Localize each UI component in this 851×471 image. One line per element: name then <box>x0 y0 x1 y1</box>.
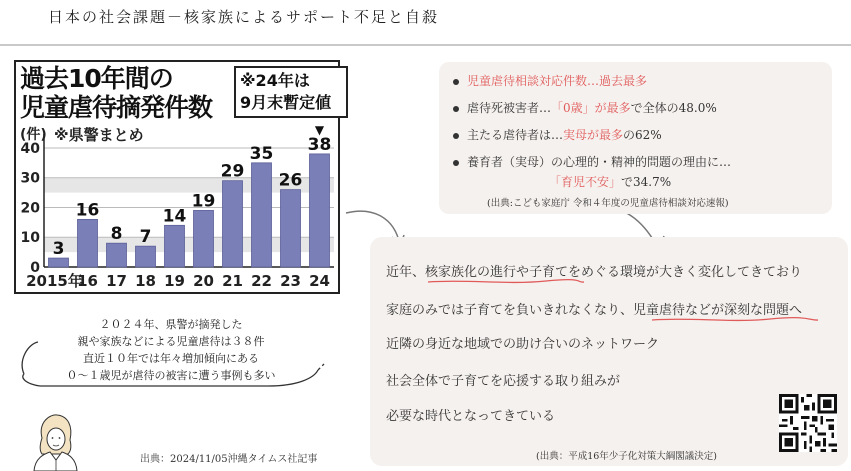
bubble-line-4: ０～１歳児が虐待の被害に遭う事例も多い <box>66 369 276 382</box>
stat-anxiety-value: で34.7% <box>621 175 672 189</box>
stat-abuser-value: の62% <box>623 128 662 142</box>
abuse-cases-chart <box>14 60 340 294</box>
data-label: 3 <box>52 239 65 260</box>
chart-source-note: ※県警まとめ <box>54 126 144 144</box>
bar <box>49 258 69 267</box>
stat-anxiety <box>549 173 671 190</box>
main-line-4: 社会全体で子育てを応援する取り組みが <box>386 374 621 389</box>
chart-title <box>20 64 212 122</box>
y-tick-label: 40 <box>20 140 40 157</box>
chart-note <box>234 66 348 118</box>
data-label: 26 <box>278 170 303 191</box>
bar <box>194 210 214 267</box>
x-tick-label: 23 <box>280 272 301 290</box>
stat-deaths-value: で全体の48.0% <box>630 101 717 115</box>
y-tick-label: 30 <box>20 170 40 187</box>
stat-abuser-label: 主たる虐待者は… <box>467 128 564 142</box>
statistics-list <box>453 68 731 176</box>
list-item <box>453 122 731 149</box>
data-label: 7 <box>139 227 152 248</box>
data-label: 14 <box>162 206 187 227</box>
x-tick-label: 21 <box>222 272 243 290</box>
data-label: 38 <box>307 134 332 155</box>
data-label: 8 <box>110 224 123 245</box>
bubble-line-2: 親や家族などによる児童虐待は３８件 <box>77 335 265 348</box>
list-item <box>453 149 731 176</box>
bubble-line-1: ２０２４年、県警が摘発した <box>99 318 243 331</box>
chart-unit: (件) <box>20 127 47 143</box>
chart-title-line1: 過去10年間の <box>20 64 173 93</box>
bar <box>107 243 127 267</box>
bar <box>165 225 185 267</box>
bar <box>78 219 98 267</box>
title-divider <box>0 44 851 46</box>
main-line-5: 必要な時代となってきている <box>386 409 556 424</box>
stat-anxiety-highlight: 「育児不安」 <box>549 175 622 189</box>
stat-consultations: 児童虐待相談対応件数…過去最多 <box>467 74 648 88</box>
stat-deaths-label: 虐待死被害者… <box>467 101 552 115</box>
main-line-1: 近年、核家族化の進行や子育てをめぐる環境が大きく変化してきており <box>386 265 803 280</box>
bubble-line-3: 直近１０年では年々増加傾向にある <box>83 352 259 365</box>
list-item <box>453 68 731 95</box>
bar <box>252 163 272 267</box>
stat-caregiver: 養育者（実母）の心理的・精神的問題の理由に… <box>467 155 732 169</box>
y-tick-label: 10 <box>20 230 40 247</box>
bar <box>281 190 301 267</box>
bar <box>136 246 156 267</box>
x-tick-label: 20 <box>193 272 214 290</box>
x-tick-label: 19 <box>164 272 185 290</box>
red-underline-1 <box>426 277 586 287</box>
speech-bubble-text <box>26 316 316 384</box>
bar <box>223 181 243 267</box>
data-label: 19 <box>191 191 216 212</box>
stat-abuser-highlight: 実母が最多 <box>563 128 624 142</box>
statistics-box <box>439 62 832 214</box>
x-tick-label: 24 <box>309 272 330 290</box>
main-line-2: 家庭のみでは子育てを負いきれなくなり、児童虐待などが深刻な問題へ <box>386 303 803 318</box>
main-line-3: 近隣の身近な地域での助け合いのネットワーク <box>386 337 660 352</box>
x-tick-label: 22 <box>251 272 272 290</box>
y-tick-label: 20 <box>20 200 40 217</box>
list-item <box>453 95 731 122</box>
red-underline-2 <box>650 315 820 325</box>
page-title: 日本の社会課題－核家族によるサポート不足と自殺 <box>48 8 440 26</box>
bullet-icon <box>453 79 459 85</box>
background-source: (出典：平成16年少子化対策大綱閣議決定) <box>536 451 718 462</box>
x-tick-label: 16 <box>77 272 98 290</box>
woman-avatar-icon <box>30 412 80 471</box>
x-tick-label: 17 <box>106 272 127 290</box>
bar <box>310 154 330 267</box>
bullet-icon <box>453 106 459 112</box>
x-tick-label: 2015年 <box>26 272 83 290</box>
chart-title-line2: 児童虐待摘発件数 <box>20 93 213 122</box>
chart-note-line1: ※24年は <box>240 71 310 90</box>
provisional-marker: ▼ <box>314 122 325 137</box>
chart-note-line2: 9月末暫定値 <box>240 93 332 112</box>
statistics-source: (出典:こども家庭庁 令和４年度の児童虐待相談対応速報) <box>487 198 729 209</box>
data-label: 35 <box>249 143 274 164</box>
data-label: 29 <box>220 161 245 182</box>
background-box <box>370 237 848 466</box>
qr-code-icon[interactable] <box>779 394 837 452</box>
y-tick-label: 0 <box>30 260 40 276</box>
chart-credit: 出典：2024/11/05沖縄タイムス社記事 <box>140 454 318 465</box>
stat-deaths-highlight: 「0歳」が最多 <box>551 101 631 115</box>
bullet-icon <box>453 133 459 139</box>
x-tick-label: 18 <box>135 272 156 290</box>
bullet-icon <box>453 160 459 166</box>
data-label: 16 <box>75 200 100 221</box>
